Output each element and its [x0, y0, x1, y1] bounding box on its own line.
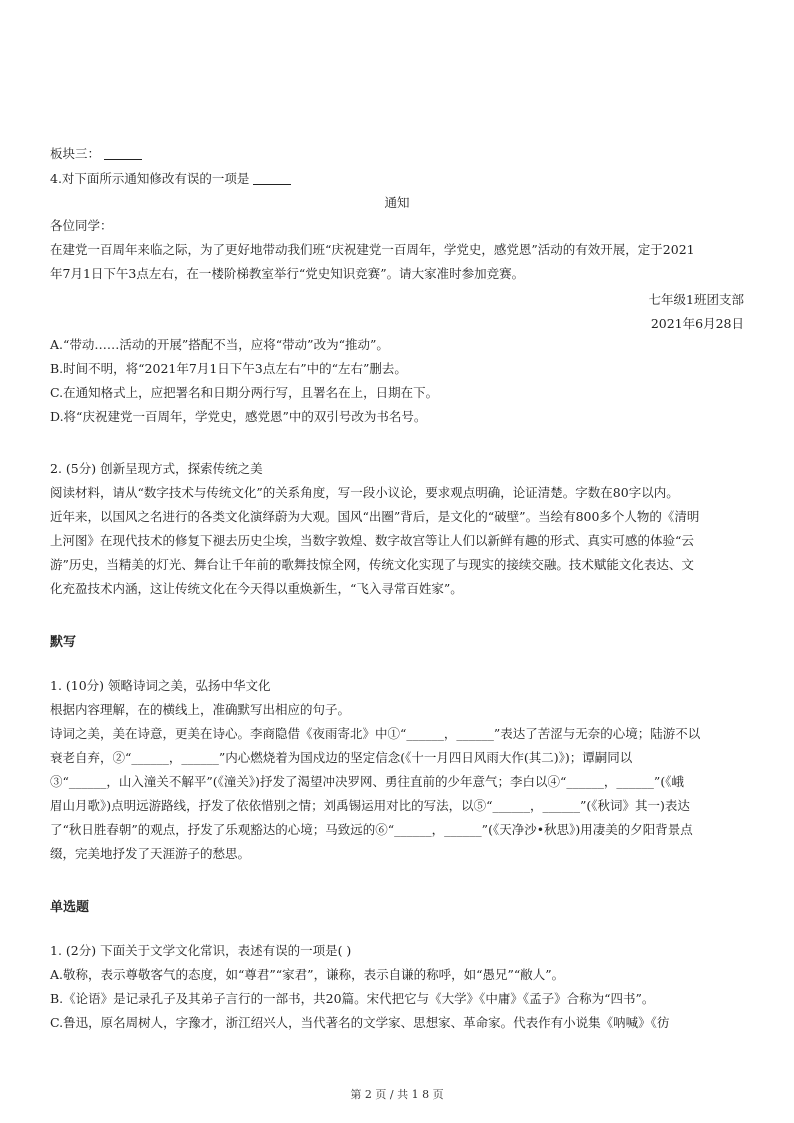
danxuan-q1-option-b: B.《论语》是记录孔子及其弟子言行的一部书，共20篇。宋代把它与《大学》《中庸》《孟子》合称为“四书”。 — [50, 991, 655, 1006]
moxie-q1-line: 眉山月歌》)点明远游路线，抒发了依依惜别之情；刘禹锡运用对比的写法，以⑤“______，______”(《秋词》其一)表达 — [50, 798, 690, 813]
block3-label: 板块三： — [50, 146, 101, 161]
q2-line: 近年来，以国风之名进行的各类文化演绎蔚为大观。国风“出圈”背后，是文化的“破壁”。当绘有800多个人物的《清明 — [50, 509, 700, 524]
q4-option-c: C.在通知格式上，应把署名和日期分两行写，且署名在上，日期在下。 — [50, 385, 439, 400]
moxie-q1-line: 衰老自弃，②“______，______”内心燃烧着为国戍边的坚定信念(《十一月四日风雨大作(其二)》)；谭嗣同以 — [50, 750, 633, 765]
answer-blank[interactable] — [253, 172, 291, 185]
notice-signature: 七年级1班团支部 — [648, 292, 744, 307]
q2-title: 2. (5分) 创新呈现方式，探索传统之美 — [50, 461, 263, 476]
q2-line: 游”历史，当精美的灯光、舞台让千年前的歌舞技惊全网，传统文化实现了与现实的接续交融。技术赋能文化表达、文 — [50, 557, 694, 572]
q4-option-a: A.“带动……活动的开展”搭配不当，应将“带动”改为“推动”。 — [50, 337, 389, 352]
page-number-footer: 第 2 页 / 共 1 8 页 — [350, 1088, 444, 1101]
notice-greeting: 各位同学： — [50, 218, 113, 233]
q4-prompt-line — [50, 171, 291, 187]
section-heading-danxuan: 单选题 — [50, 900, 90, 915]
q2-line: 阅读材料，请从“数字技术与传统文化”的关系角度，写一段小议论，要求观点明确，论证清楚。字数在80字以内。 — [50, 485, 679, 500]
notice-body-line: 在建党一百周年来临之际，为了更好地带动我们班“庆祝建党一百周年，学党史，感党恩”活动的有效开展，定于2021 — [50, 242, 695, 257]
danxuan-q1-option-c: C.鲁迅，原名周树人，字豫才，浙江绍兴人，当代著名的文学家、思想家、革命家。代表作有小说集《呐喊》《彷 — [50, 1015, 670, 1030]
notice-body-line: 年7月1日下午3点左右，在一楼阶梯教室举行“党史知识竞赛”。请大家准时参加竞赛。 — [50, 266, 525, 281]
moxie-q1-line: ③“______，山入潼关不解平”(《潼关》)抒发了渴望冲决罗网、勇往直前的少年意气；李白以④“______，______”(《峨 — [50, 774, 684, 789]
moxie-q1-line: 缀，完美地抒发了天涯游子的愁思。 — [50, 846, 251, 861]
notice-date: 2021年6月28日 — [650, 316, 744, 331]
q4-option-b: B.时间不明，将“2021年7月1日下午3点左右”中的“左右”删去。 — [50, 361, 407, 376]
q4-option-d: D.将“庆祝建党一百周年，学党史，感党恩”中的双引号改为书名号。 — [50, 409, 427, 424]
moxie-q1-line: 诗词之美，美在诗意，更美在诗心。李商隐借《夜雨寄北》中①“______，______”表达了苦涩与无奈的心境；陆游不以 — [50, 726, 701, 741]
notice-title: 通知 — [384, 195, 410, 210]
q2-line: 化充盈技术内涵，这让传统文化在今天得以重焕新生，“飞入寻常百姓家”。 — [50, 581, 463, 596]
moxie-q1-line: 了“秋日胜春朝”的观点，抒发了乐观豁达的心境；马致远的⑥“______，______”(《天净沙•秋思》)用凄美的夕阳背景点 — [50, 822, 693, 837]
danxuan-q1-title: 1. (2分) 下面关于文学文化常识，表述有误的一项是( ) — [50, 943, 352, 958]
moxie-q1-title: 1. (10分) 领略诗词之美，弘扬中华文化 — [50, 678, 271, 693]
danxuan-q1-option-a: A.敬称，表示尊敬客气的态度，如“尊君”“家君”，谦称，表示自谦的称呼，如“愚兄”“敝人”。 — [50, 967, 565, 982]
q2-line: 上河图》在现代技术的修复下褪去历史尘埃，当数字敦煌、数字故宫等让人们以新鲜有趣的形式、真实可感的体验“云 — [50, 533, 694, 548]
answer-blank[interactable] — [104, 147, 142, 160]
block3-line — [50, 146, 142, 162]
q4-prompt: 4.对下面所示通知修改有误的一项是 — [50, 171, 250, 186]
moxie-q1-line: 根据内容理解，在的横线上，准确默写出相应的句子。 — [50, 702, 351, 717]
section-heading-moxie: 默写 — [50, 635, 77, 650]
